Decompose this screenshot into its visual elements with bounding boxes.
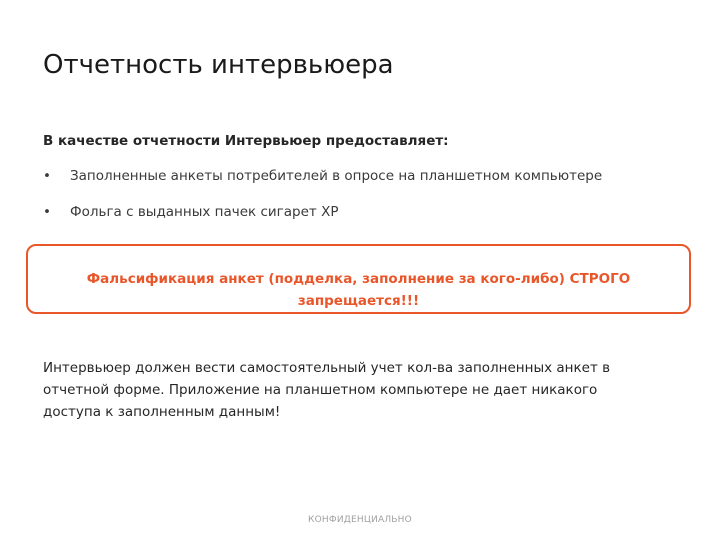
intro-text: В качестве отчетности Интервьюер предоставляет: — [43, 133, 449, 149]
slide-title: Отчетность интервьюера — [43, 50, 394, 80]
bullet-marker: • — [43, 168, 51, 184]
body-paragraph — [43, 357, 683, 423]
bullet-text: Заполненные анкеты потребителей в опросе на планшетном компьютере — [70, 168, 603, 184]
warning-line-2: запрещается!!! — [297, 293, 420, 309]
confidential-footer: КОНФИДЕНЦИАЛЬНО — [308, 515, 412, 525]
bullet-marker: • — [43, 204, 51, 220]
warning-line-1: Фальсификация анкет (подделка, заполнение за кого-либо) СТРОГО — [86, 271, 631, 287]
bullet-text: Фольга с выданных пачек сигарет XP — [70, 204, 339, 220]
paragraph-line-3: доступа к заполненным данным! — [43, 404, 281, 420]
paragraph-line-1: Интервьюер должен вести самостоятельный учет кол-ва заполненных анкет в — [43, 360, 611, 376]
warning-text — [28, 268, 689, 312]
warning-box — [26, 244, 691, 314]
paragraph-line-2: отчетной форме. Приложение на планшетном компьютере не дает никакого — [43, 382, 598, 398]
